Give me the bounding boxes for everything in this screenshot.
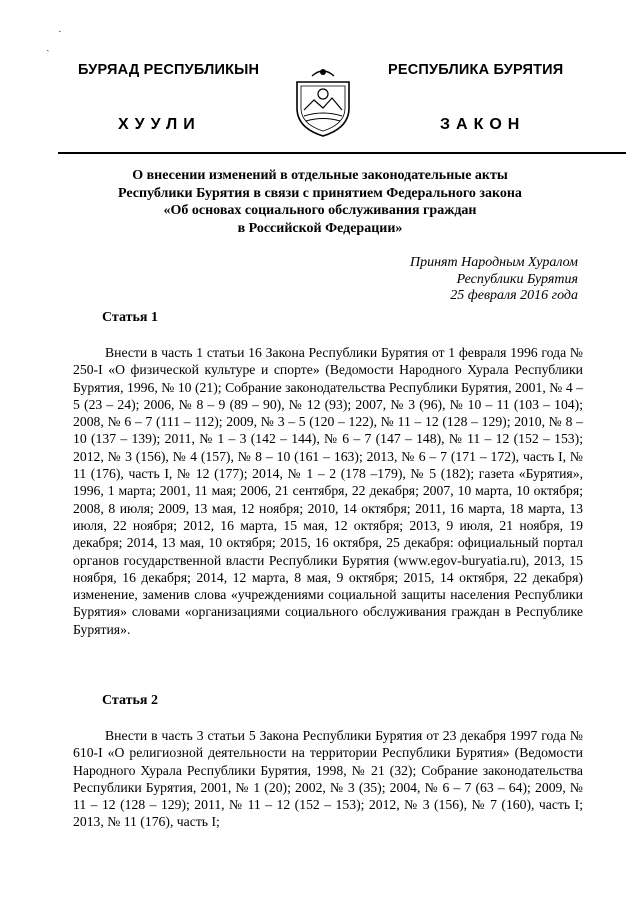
article-1-text: Внести в часть 1 статьи 16 Закона Республики Бурятия от 1 февраля 1996 года № 250-I «О физической культуре и спорте» (Ведомости Народного Хурала Республики Бурятия, 1996, № 10 (21); Собрание законодательства Республики Бурятия, 2001, № 4 – 5 (23 – 24); 2006, № 8 – 9 (89 – 90), № 12 (93); 2007, № 3 (96), № 10 – 11 (103 – 104); 2008, № 6 – 7 (111 – 112); 2009, № 3 – 5 (120 – 122), № 11 – 12 (128 – 129); 2010, № 8 – 10 (137 – 139); 2011, № 1 – 3 (142 – 144), № 6 – 7 (147 – 148), № 11 – 12 (152 – 153); 2012, № 3 (156), № 4 (157), № 8 – 10 (161 – 163); 2013, № 6 – 7 (171 – 172), часть I, № 11 (176), часть I, № 12 (177); 2014, № 1 – 2 (178 –179), № 5 (182); газета «Бурятия», 1996, 1 марта; 2001, 11 мая; 2006, 21 сентября, 22 декабря; 2007, 10 марта, 10 октября; 2008, 8 июля; 2009, 13 мая, 12 ноября; 2010, 14 октября; 2011, 16 марта, 18 марта, 13 июля, 22 ноября; 2012, 16 марта, 15 мая, 12 октября; 2013, 9 июля, 21 ноября, 19 декабря; 2014, 13 мая, 10 октября; 2015, 16 октября, 25 декабря: официальный портал органов государственной власти Республики Бурятия (www.egov-buryatia.ru), 2013, 15 ноября, 16 декабря; 2014, 12 марта, 8 мая, 9 октября; 2015, 14 октября, 22 декабря) изменение, заменив слова «учреждениями социальной защиты населения Республики Бурятия» словами «организациями социального обслуживания граждан в Республике Бурятия». <box>73 345 583 637</box>
law-word-russian: ЗАКОН <box>440 116 526 133</box>
title-line: в Российской Федерации» <box>237 220 403 236</box>
scan-mark: · <box>58 26 62 38</box>
law-title <box>70 167 570 237</box>
adoption-date: 25 февраля 2016 года <box>450 288 578 303</box>
article-2-heading: Статья 2 <box>102 693 158 708</box>
article-1-heading: Статья 1 <box>102 310 158 325</box>
adoption-line: Республики Бурятия <box>456 271 578 287</box>
republic-name-buryat: БУРЯАД РЕСПУБЛИКЫН <box>78 62 260 78</box>
title-line: Республики Бурятия в связи с принятием Федерального закона <box>118 185 522 201</box>
adoption-line: Принят Народным Хуралом <box>409 255 578 270</box>
header-divider <box>58 152 626 154</box>
title-line: «Об основах социального обслуживания граждан <box>163 203 477 218</box>
scan-mark: ˏ <box>46 40 50 52</box>
article-2-text: Внести в часть 3 статьи 5 Закона Республики Бурятия от 23 декабря 1997 года № 610-I «О религиозной деятельности на территории Республики Бурятия» (Ведомости Народного Хурала Республики Бурятия, 1998, № 21 (32); Собрание законодательства Республики Бурятия, 2001, № 1 (20); 2002, № 3 (35); 2004, № 6 – 7 (63 – 64); 2009, № 11 – 12 (128 – 129); 2011, № 11 – 12 (152 – 153); 2012, № 3 (156), № 7 (160), часть I; 2013, № 11 (176), часть I; <box>73 728 583 830</box>
law-word-buryat: ХУУЛИ <box>118 116 201 133</box>
coat-of-arms-emblem <box>292 64 354 138</box>
republic-name-russian: РЕСПУБЛИКА БУРЯТИЯ <box>388 62 564 78</box>
adoption-note <box>410 255 578 305</box>
title-line: О внесении изменений в отдельные законодательные акты <box>132 168 508 183</box>
